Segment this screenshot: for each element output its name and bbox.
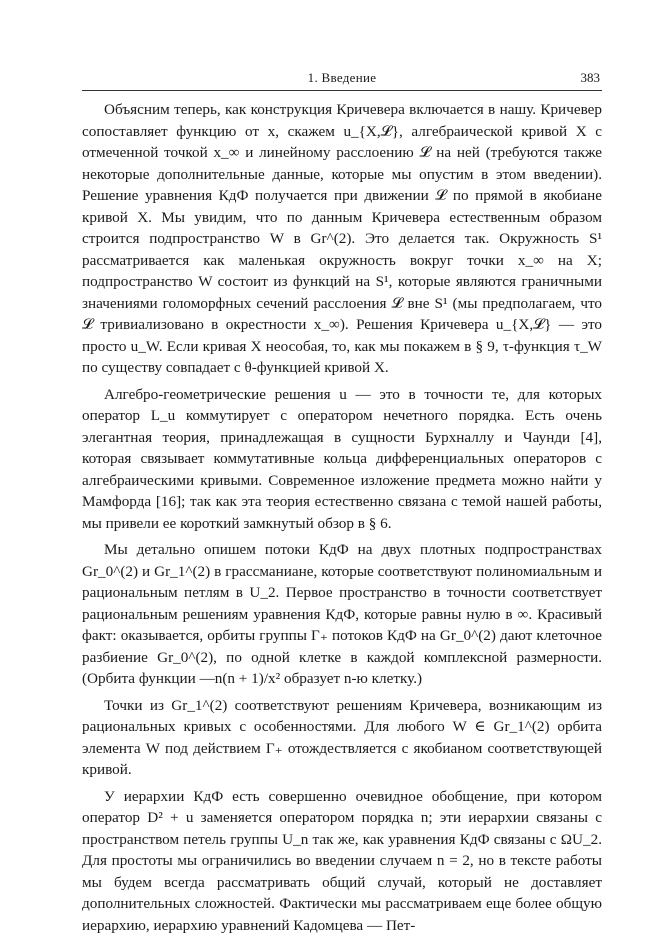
paragraph: Объясним теперь, как конструкция Кричевера включается в нашу. Кричевер сопоставляет функцию от x, скажем u_{X,𝓛}, алгебраической кривой X с отмеченной точкой x_∞ и линейному расслоению 𝓛 на ней (требуются также некоторые дополнительные данные, которые мы опустим в этом введении). Решение уравнения КдФ получается при движении 𝓛 по прямой в якобиане кривой X. Мы увидим, что по данным Кричевера естественным образом строится подпространство W в Gr^(2). Это делается так. Окружность S¹ рассматривается как маленькая окружность вокруг точки x_∞ на X; подпространство W состоит из функций на S¹, которые являются граничными значениями голоморфных сечений расслоения 𝓛 вне S¹ (мы предполагаем, что 𝓛 тривиализовано в окрестности x_∞). Решения Кричевера u_{X,𝓛} — это просто u_W. Если кривая X неособая, то, как мы покажем в § 9, τ-функция τ_W по существу совпадает с θ-функцией кривой X. — [82, 99, 602, 379]
page-number: 383 — [581, 70, 601, 86]
page-header — [82, 70, 602, 91]
paragraph: У иерархии КдФ есть совершенно очевидное обобщение, при котором оператор D² + u заменяется оператором порядка n; эти иерархии связаны с пространством петель группы U_n так же, как уравнения КдФ связаны с ΩU_2. Для простоты мы ограничились во введении случаем n = 2, но в тексте работы мы будем всегда рассматривать общий случай, который не доставляет дополнительных сложностей. Фактически мы рассматриваем еще более общую иерархию, иерархию уравнений Кадомцева — Пет- — [82, 786, 602, 936]
paragraph: Алгебро-геометрические решения u — это в точности те, для которых оператор L_u коммутирует с оператором нечетного порядка. Есть очень элегантная теория, принадлежащая в сущности Бурхналлу и Чаунди [4], которая связывает коммутативные кольца дифференциальных операторов с алгебраическими кривыми. Современное изложение предмета можно найти у Мамфорда [16]; так как эта теория естественно связана с темой нашей работы, мы привели ее короткий замкнутый обзор в § 6. — [82, 384, 602, 535]
paragraph: Мы детально опишем потоки КдФ на двух плотных подпространствах Gr_0^(2) и Gr_1^(2) в грассманиане, которые соответствуют полиномиальным и рациональным петлям в U_2. Первое пространство в точности соответствует рациональным решениям уравнения КдФ, которые равны нулю в ∞. Красивый факт: оказывается, орбиты группы Γ₊ потоков КдФ на Gr_0^(2) дают клеточное разбиение Gr_0^(2), по одной клетке в каждой комплексной размерности. (Орбита функции —n(n + 1)/x² образует n-ю клетку.) — [82, 539, 602, 690]
running-title: 1. Введение — [82, 70, 602, 86]
body-text — [82, 99, 602, 936]
paragraph: Точки из Gr_1^(2) соответствуют решениям Кричевера, возникающим из рациональных кривых с особенностями. Для любого W ∈ Gr_1^(2) орбита элемента W под действием Γ₊ отождествляется с якобианом соответствующей кривой. — [82, 695, 602, 781]
